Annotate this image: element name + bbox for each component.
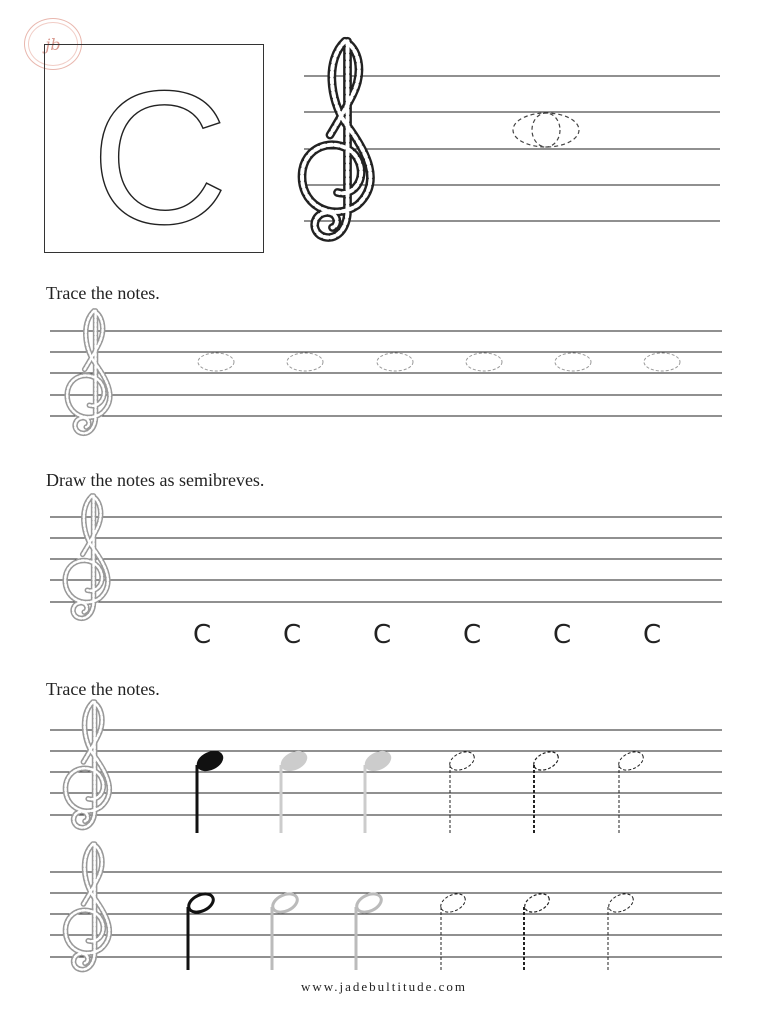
staff-3 [50, 730, 722, 815]
note-label: C [373, 620, 392, 650]
logo-monogram: jb [28, 22, 78, 66]
crotchet-solid-grey [362, 747, 395, 833]
crotchet-solid-black [194, 747, 227, 833]
minim-grey [270, 890, 300, 970]
dashed-note-top [513, 113, 579, 147]
staff-2 [50, 517, 722, 602]
minim-black [186, 890, 216, 970]
note-label: C [193, 620, 212, 650]
treble-clef-icon [65, 844, 109, 970]
letter-c: C [91, 52, 229, 254]
treble-clef-icon [65, 702, 109, 828]
crotchet-solid-grey [278, 747, 311, 833]
crotchet-dashed [616, 748, 646, 833]
minim-dashed [522, 890, 552, 970]
instruction-trace-1: Trace the notes. [46, 283, 160, 303]
minim-grey [354, 890, 384, 970]
treble-clef-icon [302, 41, 370, 237]
footer-url: www.jadebultitude.com [300, 979, 468, 994]
instruction-trace-2: Trace the notes. [46, 679, 160, 699]
note-label: C [643, 620, 662, 650]
treble-clef-icon [65, 496, 108, 618]
crotchet-dashed [447, 748, 477, 833]
note-label: C [283, 620, 302, 650]
minim-dashed [606, 890, 636, 970]
crotchet-dashed [531, 748, 561, 833]
minim-notes [186, 890, 636, 970]
minim-dashed [438, 890, 468, 970]
note-label: C [553, 620, 572, 650]
instruction-draw-semibreves: Draw the notes as semibreves. [46, 470, 265, 490]
note-labels [193, 620, 661, 650]
crotchet-notes [194, 747, 647, 833]
staff-4 [50, 872, 722, 957]
staff-1 [50, 331, 722, 416]
treble-clef-icon [67, 311, 110, 433]
note-label: C [463, 620, 482, 650]
trace-notes-row-1 [198, 353, 680, 371]
